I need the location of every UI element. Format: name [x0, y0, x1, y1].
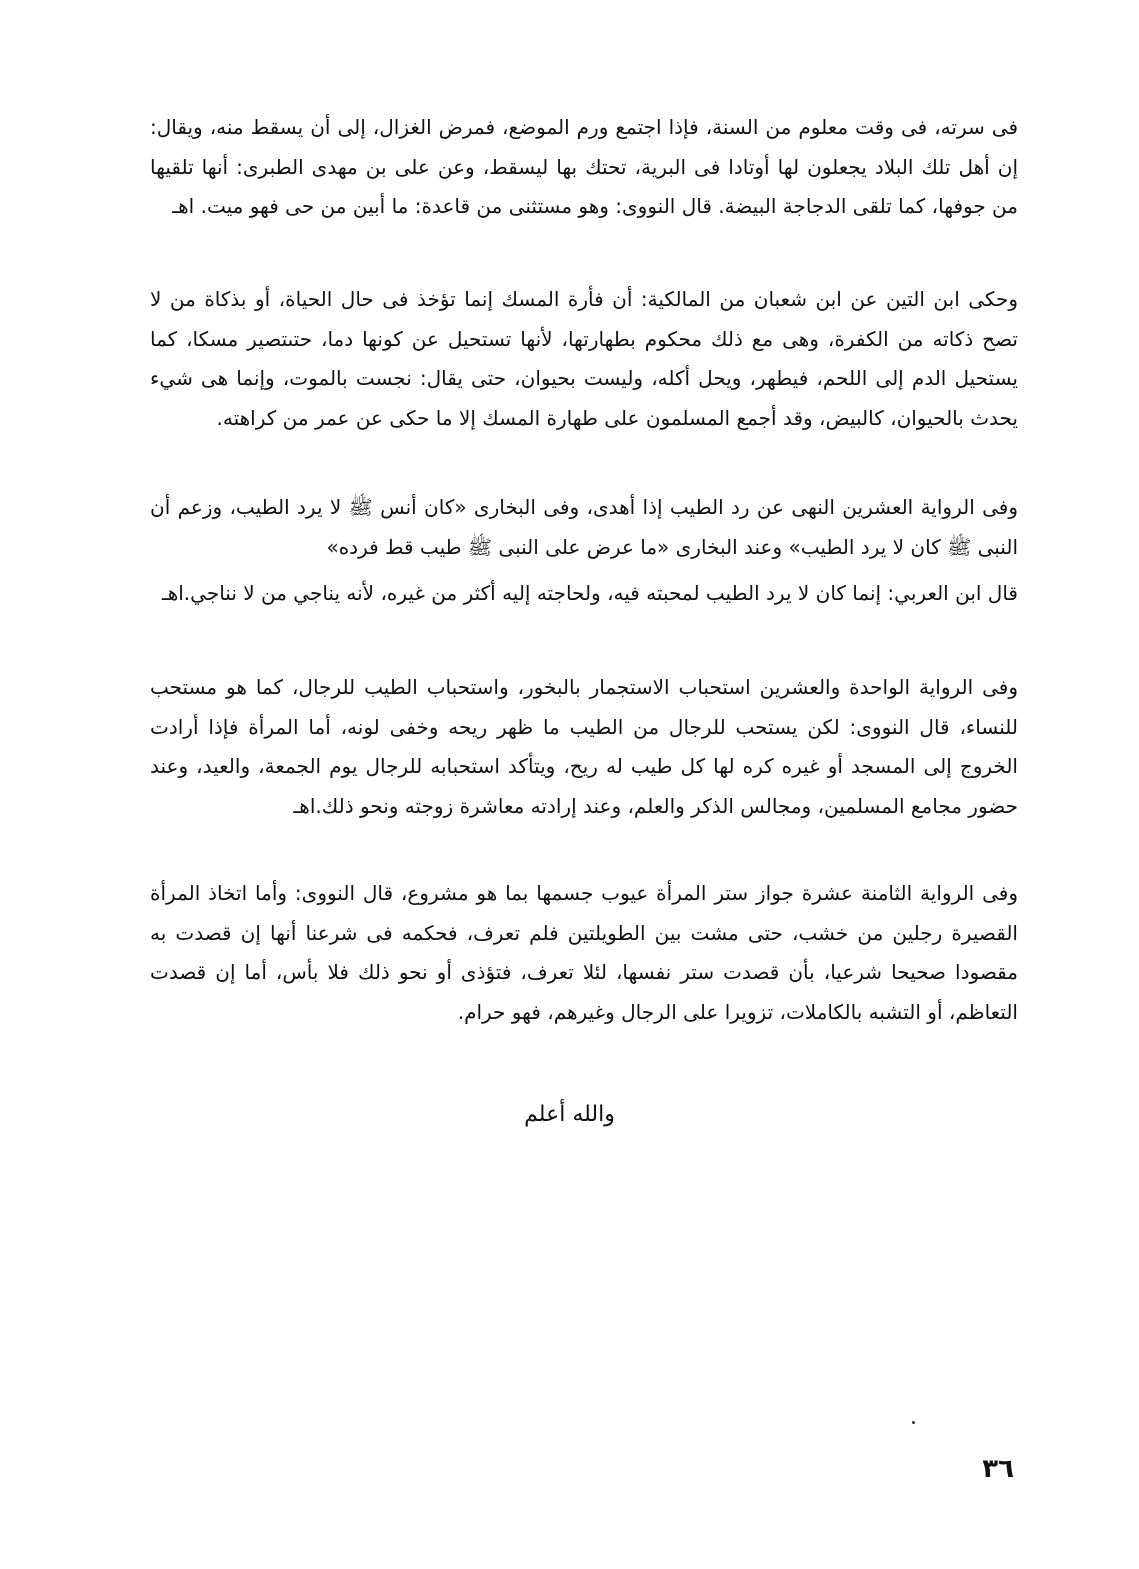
- paragraph-3: وفى الرواية العشرين النهى عن رد الطيب إذا أهدى، وفى البخارى «كان أنس ﷺ لا يرد الطيب، وزعم أن النبى ﷺ كان لا يرد الطيب» وعند البخارى «ما عرض على النبى ﷺ طيب قط فرده»: [150, 495, 1018, 559]
- paragraph-4: قال ابن العربي: إنما كان لا يرد الطيب لمحبته فيه، ولحاجته إليه أكثر من غيره، لأنه يناجي من لا نناجي.اهـ: [161, 581, 1018, 605]
- paragraph-2: وحكى ابن التين عن ابن شعبان من المالكية: أن فأرة المسك إنما تؤخذ فى حال الحياة، أو بذكاة من لا تصح ذكاته من الكفرة، وهى مع ذلك محكوم بطهارتها، لأنها تستحيل عن كونها دما، حتىتصير مسكا، كما يستحيل الدم إلى اللحم، فيطهر، ويحل أكله، وليست بحيوان، حتى يقال: نجست بالموت، وإنما هى شيء يحدث بالحيوان، كالبيض، وقد أجمع المسلمون على طهارة المسك إلا ما حكى عن عمر من كراهته.: [150, 287, 1018, 430]
- paragraph-5: وفى الرواية الواحدة والعشرين استحباب الاستجمار بالبخور، واستحباب الطيب للرجال، كما هو مستحب للنساء، قال النووى: لكن يستحب للرجال من الطيب ما ظهر ريحه وخفى لونه، أما المرأة فإذا أرادت الخروج إلى المسجد أو غيره كره لها كل طيب له ريح، ويتأكد استحبابه للرجال يوم الجمعة، والعيد، وعند حضور مجامع المسلمين، ومجالس الذكر والعلم، وعند إرادته معاشرة زوجته ونحو ذلك.اهـ: [150, 675, 1018, 818]
- paragraph-1: فى سرته، فى وقت معلوم من السنة، فإذا اجتمع ورم الموضع، فمرض الغزال، إلى أن يسقط منه، ويقال: إن أهل تلك البلاد يجعلون لها أوتادا فى البرية، تحتك بها ليسقط، وعن على بن مهدى الطبرى: أنها تلقيها من جوفها، كما تلقى الدجاجة البيضة. قال النووى: وهو مستثنى من قاعدة: ما أبين من حى فهو ميت. اهـ: [150, 115, 1018, 218]
- page-number: ٣٦: [982, 1454, 1014, 1484]
- closing-phrase: والله أعلم: [524, 1102, 615, 1127]
- stray-dot: [912, 1421, 915, 1424]
- paragraph-6: وفى الرواية الثامنة عشرة جواز ستر المرأة عيوب جسمها بما هو مشروع، قال النووى: وأما اتخاذ المرأة القصيرة رجلين من خشب، حتى مشت بين الطويلتين فلم تعرف، فحكمه فى شرعنا أنها إن قصدت به مقصودا صحيحا شرعيا، بأن قصدت ستر نفسها، لئلا تعرف، فتؤذى أو نحو ذلك فلا بأس، أما إن قصدت التعاظم، أو التشبه بالكاملات، تزويرا على الرجال وغيرهم، فهو حرام.: [150, 881, 1018, 1024]
